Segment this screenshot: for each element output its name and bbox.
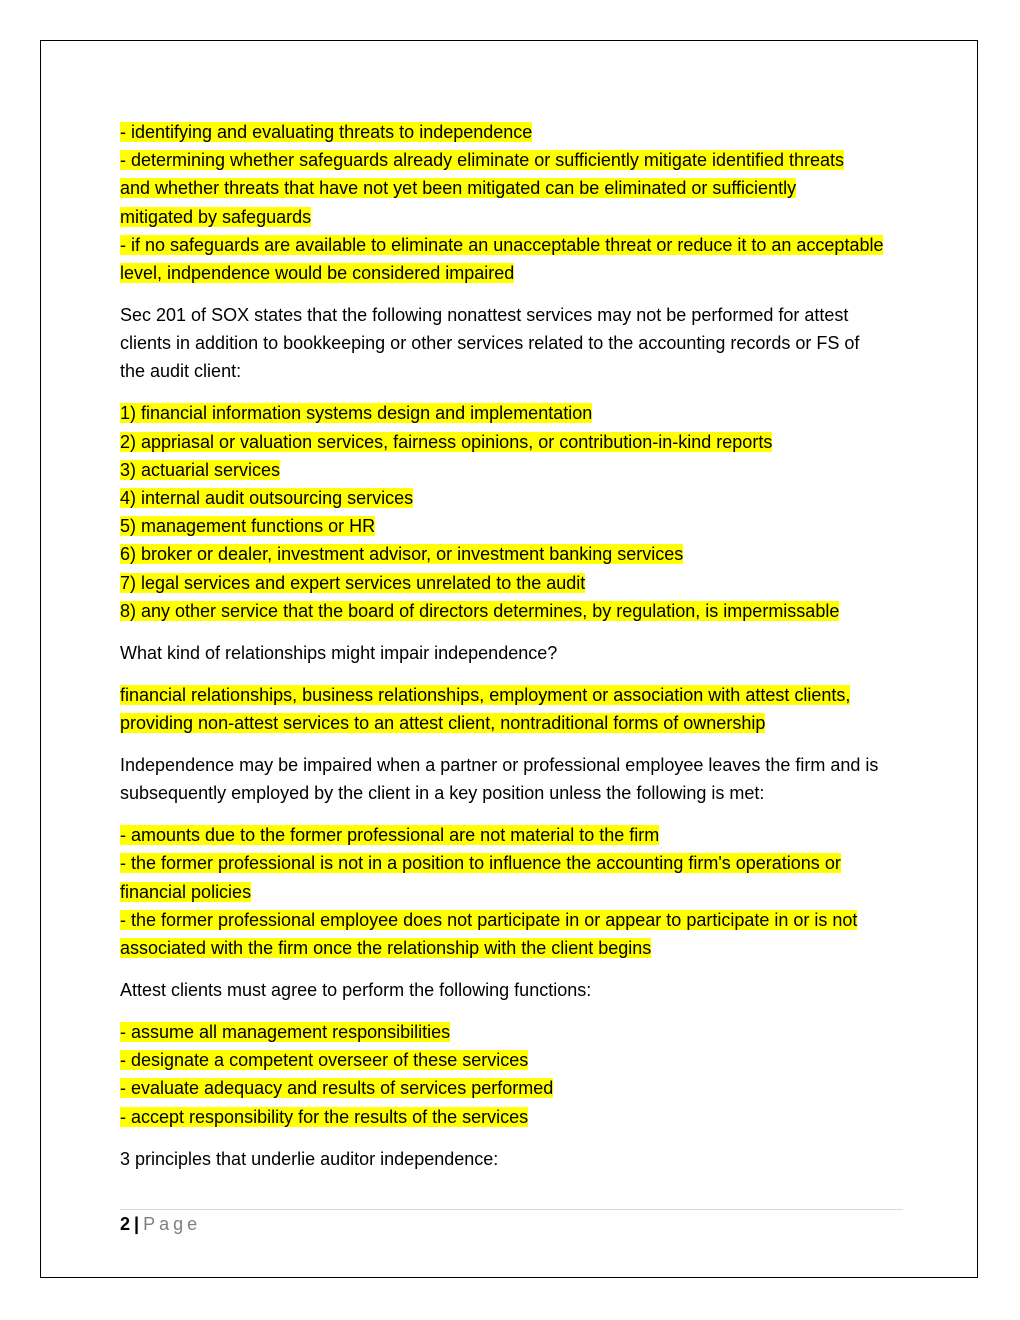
former-employee-paragraph — [120, 751, 910, 807]
list-item: - accept responsibility for the results of the services — [120, 1106, 529, 1127]
text-line: level, indpendence would be considered impaired — [120, 263, 515, 284]
highlighted-relationships-answer — [120, 681, 910, 737]
text-line: - identifying and evaluating threats to independence — [120, 122, 533, 142]
list-item: 3) actuarial services — [120, 459, 281, 480]
list-item: 6) broker or dealer, investment advisor, or investment banking services — [120, 544, 684, 565]
sox-201-paragraph — [120, 301, 910, 386]
list-item: 4) internal audit outsourcing services — [120, 488, 414, 509]
highlighted-former-employee-conditions — [120, 821, 910, 962]
highlighted-client-functions-list — [120, 1018, 910, 1131]
text-line: clients in addition to bookkeeping or other services related to the accounting records or FS of — [120, 333, 860, 354]
list-item: - assume all management responsibilities — [120, 1022, 451, 1043]
text-line: What kind of relationships might impair independence? — [120, 642, 558, 663]
text-line: the audit client: — [120, 361, 242, 382]
list-item: - evaluate adequacy and results of services performed — [120, 1078, 554, 1099]
list-item: 2) appriasal or valuation services, fairness opinions, or contribution-in-kind reports — [120, 431, 773, 452]
highlighted-threat-steps — [120, 118, 910, 287]
footer-divider — [120, 1209, 903, 1210]
text-line: financial policies — [120, 881, 252, 902]
text-line: Sec 201 of SOX states that the following nonattest services may not be performed for attest — [120, 305, 849, 326]
page-footer — [120, 1210, 201, 1238]
text-line: mitigated by safeguards — [120, 206, 312, 227]
principles-paragraph — [120, 1145, 910, 1173]
text-line: - determining whether safeguards already eliminate or sufficiently mitigate identified threats — [120, 150, 845, 171]
footer-separator: | — [134, 1214, 140, 1234]
list-item: 8) any other service that the board of directors determines, by regulation, is impermissable — [120, 600, 840, 621]
list-item: 1) financial information systems design and implementation — [120, 403, 593, 424]
text-line: - amounts due to the former professional are not material to the firm — [120, 825, 660, 846]
text-line: financial relationships, business relationships, employment or association with attest clients, — [120, 684, 851, 705]
text-line: - the former professional employee does not participate in or appear to participate in or is not — [120, 909, 858, 930]
page-label: Page — [143, 1214, 202, 1234]
attest-clients-paragraph — [120, 976, 910, 1004]
document-body — [120, 118, 910, 1187]
text-line: Attest clients must agree to perform the following functions: — [120, 980, 592, 1001]
relationships-question — [120, 639, 910, 667]
text-line: - if no safeguards are available to eliminate an unacceptable threat or reduce it to an acceptable — [120, 234, 884, 255]
text-line: subsequently employed by the client in a key position unless the following is met: — [120, 783, 765, 804]
list-item: - designate a competent overseer of these services — [120, 1050, 529, 1071]
text-line: associated with the firm once the relationship with the client begins — [120, 938, 652, 959]
text-line: - the former professional is not in a position to influence the accounting firm's operations or — [120, 853, 841, 874]
text-line: and whether threats that have not yet been mitigated can be eliminated or sufficiently — [120, 178, 797, 199]
text-line: Independence may be impaired when a partner or professional employee leaves the firm and is — [120, 755, 879, 776]
list-item: 7) legal services and expert services unrelated to the audit — [120, 572, 586, 593]
highlighted-nonattest-services-list — [120, 399, 910, 625]
text-line: providing non-attest services to an attest client, nontraditional forms of ownership — [120, 713, 766, 734]
page-number: 2 — [120, 1214, 131, 1234]
text-line: 3 principles that underlie auditor independence: — [120, 1148, 499, 1169]
list-item: 5) management functions or HR — [120, 516, 376, 537]
